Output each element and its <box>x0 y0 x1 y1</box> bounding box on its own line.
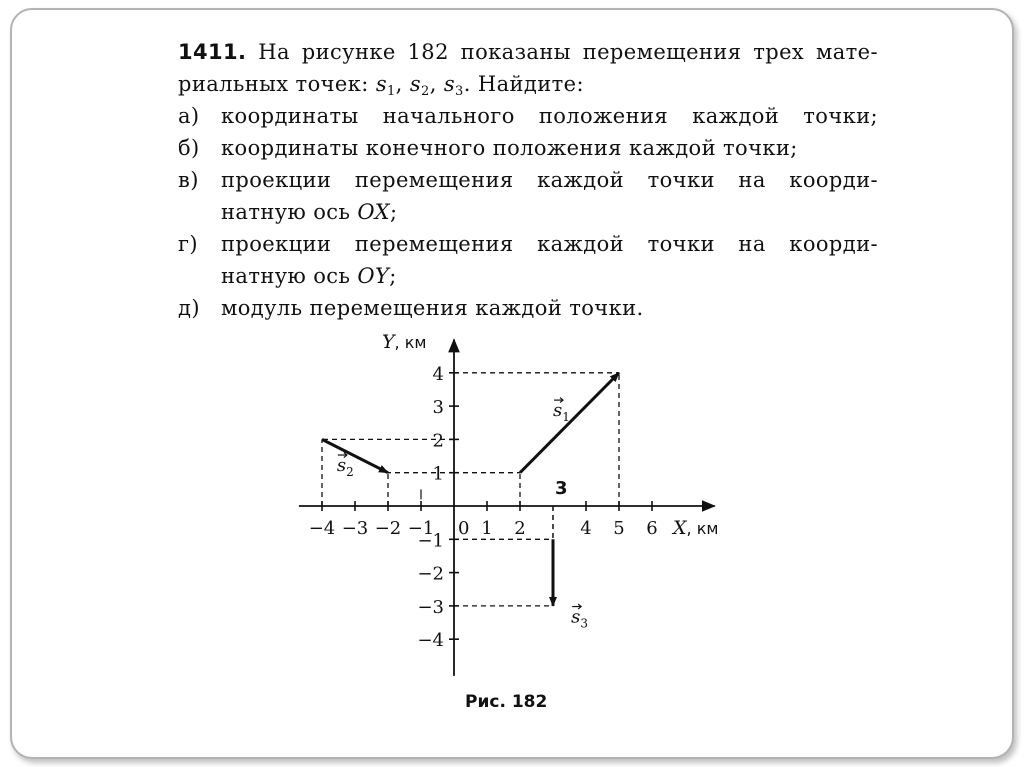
y-tick-label: −2 <box>417 563 444 585</box>
y-axis-label: Y, км <box>382 331 427 353</box>
task-marker-a: а) <box>178 104 200 128</box>
y-tick-label: 1 <box>432 463 444 485</box>
s2-sub: 2 <box>421 84 430 99</box>
task-a-text: координаты начального положения каждой точки; <box>221 104 878 128</box>
problem-number: 1411. <box>178 40 247 64</box>
task-b-text: координаты конечного положения каждой точки; <box>221 136 798 160</box>
origin-label: 0 <box>458 518 470 539</box>
x-tick-label: 2 <box>514 518 526 539</box>
x-tick-label: 5 <box>613 518 625 539</box>
y-tick-label: −1 <box>417 530 444 552</box>
x-tick-label: 4 <box>580 518 592 539</box>
s1-symbol: s <box>375 72 387 96</box>
s3-sub: 3 <box>455 84 464 99</box>
vector-s2-label: $s_2$ <box>336 455 354 480</box>
y-tick-label: 3 <box>432 397 444 419</box>
x-tick-label: −1 <box>407 518 435 539</box>
intro-prefix: риальных точек: <box>178 72 376 96</box>
x-tick-label: 6 <box>646 518 658 539</box>
intro-suffix: . Найдите: <box>463 72 584 96</box>
task-v-text-line1: проекции перемещения каждой точки на коорди- <box>221 168 878 192</box>
problem-intro-line1: На рисунке 182 показаны перемещения трех мате- <box>258 40 878 64</box>
y-tick-label: 4 <box>432 363 444 385</box>
task-v-suffix: ; <box>389 200 398 224</box>
y-tick-label: 2 <box>432 430 444 452</box>
task-g-prefix: натную ось <box>221 264 358 288</box>
dashed-guides <box>322 373 619 606</box>
task-g-suffix: ; <box>389 264 397 288</box>
vector-s2 <box>322 439 388 472</box>
task-marker-v: в) <box>178 168 199 192</box>
task-g-text-line1: проекции перемещения каждой точки на коорди- <box>221 232 878 256</box>
task-marker-b: б) <box>178 136 200 160</box>
task-v-axis: OX <box>357 200 390 224</box>
x-tick-label: 1 <box>481 518 493 539</box>
task-marker-g: г) <box>178 232 198 256</box>
task-d-text: модуль перемещения каждой точки. <box>221 296 644 320</box>
tick-labels <box>309 364 658 651</box>
vector-s3-x-label: 3 <box>555 478 568 499</box>
figure-caption: Рис. 182 <box>465 692 548 712</box>
x-axis-label: X, км <box>673 517 719 539</box>
task-marker-d: д) <box>178 296 200 320</box>
s1-sub: 1 <box>387 84 396 99</box>
comma-2: , <box>429 72 444 96</box>
comma-1: , <box>395 72 410 96</box>
x-tick-label: −4 <box>308 518 336 539</box>
x-tick-label: −3 <box>341 518 369 539</box>
vector-s3-label: $s_3$ <box>571 606 589 631</box>
y-tick-label: −3 <box>417 596 444 618</box>
y-tick-label: −4 <box>417 630 444 652</box>
task-v-prefix: натную ось <box>221 200 358 224</box>
displacement-vectors <box>322 373 619 631</box>
task-g-axis: OY <box>357 264 390 288</box>
vector-s1-label: $s_1$ <box>553 400 570 425</box>
x-tick-label: −2 <box>374 518 402 539</box>
s2-symbol: s <box>409 72 422 96</box>
s3-symbol: s <box>443 72 456 96</box>
